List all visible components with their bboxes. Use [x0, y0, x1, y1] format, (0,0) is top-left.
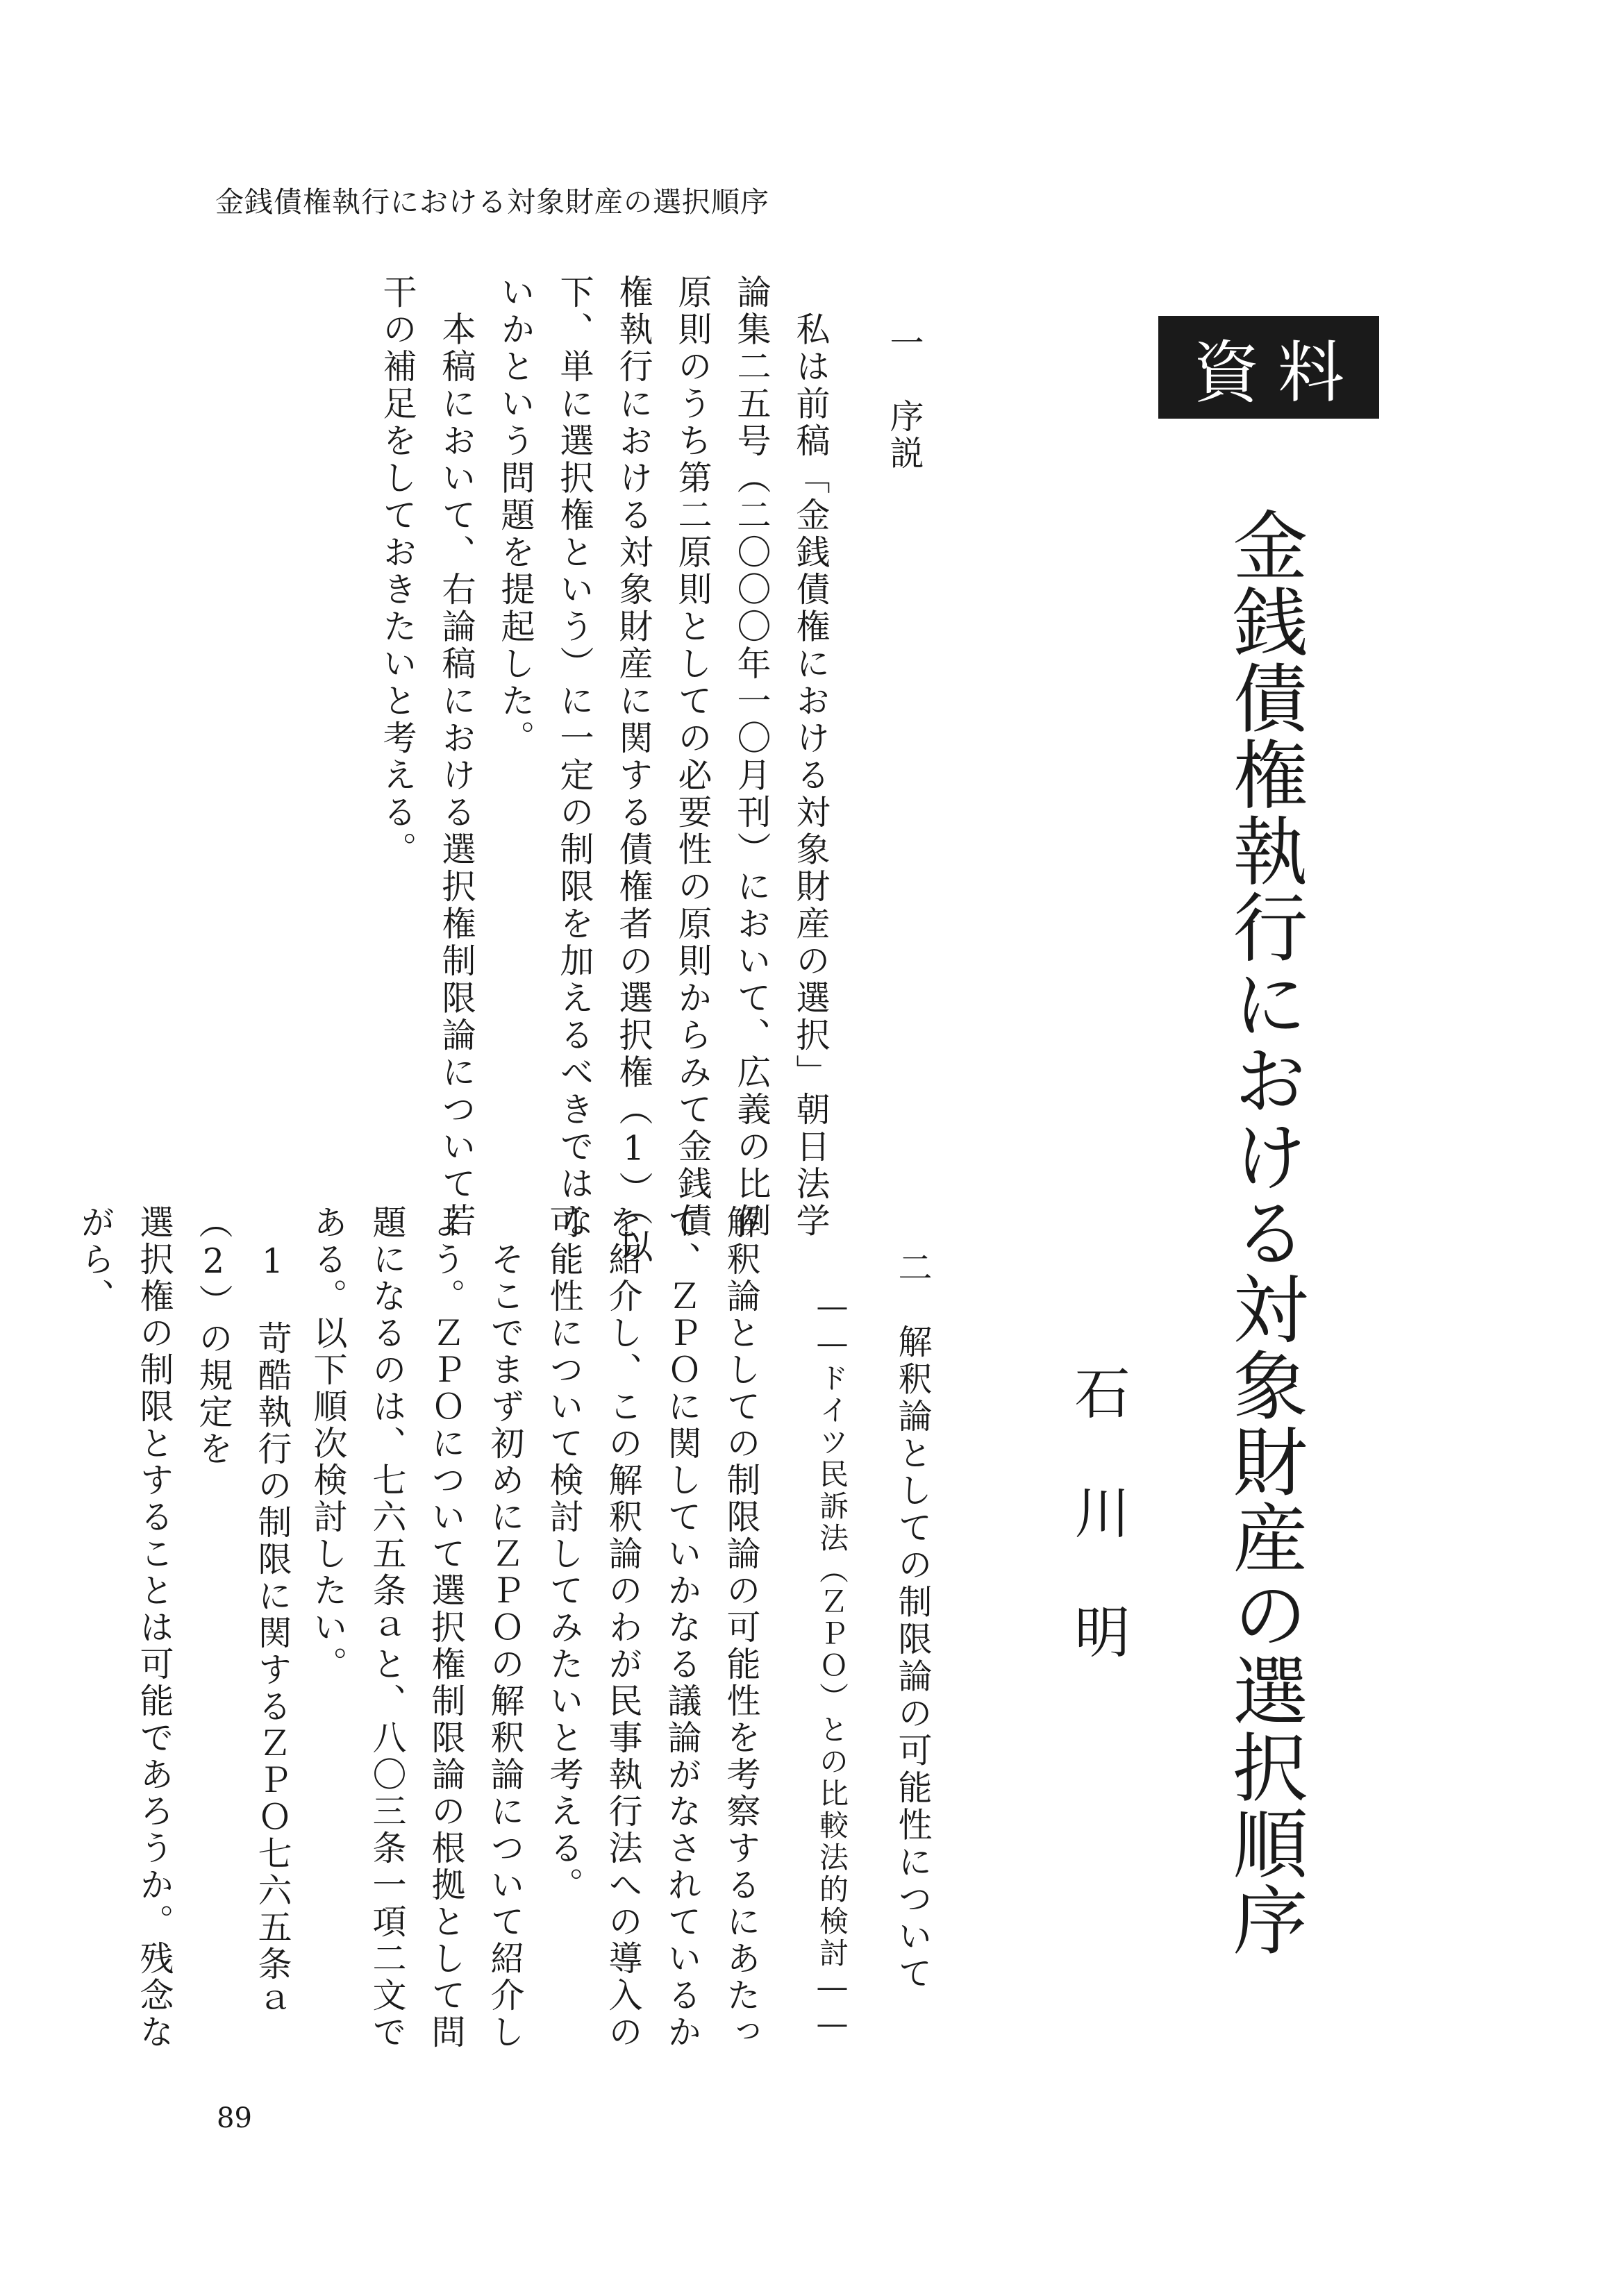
section1-heading: 一 序説 [885, 325, 924, 472]
author-name: 石川明 [1065, 1364, 1130, 1723]
running-header: 金銭債権執行における対象財産の選択順序 [215, 185, 769, 219]
section-label: 資料 [1193, 333, 1362, 412]
page-number: 89 [217, 2102, 252, 2134]
subsection1-paragraph: 選択権の制限とすることは可能であろうか。残念ながら、 [76, 1205, 174, 2051]
section-label-box [1158, 316, 1379, 419]
section2-body [271, 1205, 771, 2055]
article-title: 金銭債権執行における対象財産の選択順序 [1220, 507, 1307, 1958]
section2-subtitle: ――ドイツ民訴法（ＺＰＯ）との比較法的検討―― [815, 1289, 849, 2043]
section1-paragraph: 私は前稿「金銭債権における対象財産の選択」朝日法学論集二五号（二〇〇〇年一〇月刊）において、広義の比例原則のうち第二原則としての必要性の原則からみて金銭債権執行における対象財産に関する債権者の選択権（1）（以下、単に選択権という）に一定の制限を加えるべきではないかという問題を提起した。 [496, 274, 831, 1266]
section2-paragraph: 解釈論としての制限論の可能性を考察するにあたって、ＺＰＯに関していかなる議論がなされているかを紹介し、この解釈論のわが民事執行法への導入の可能性について検討してみたいと考える。 [544, 1205, 761, 2051]
subsection1-heading: 1 苛酷執行の制限に関するＺＰＯ七六五条ａ（2）の規定を [194, 1205, 292, 2020]
section1-paragraph: 本稿において、右論稿における選択権制限論について若干の補足をしておきたいと考える。 [378, 274, 476, 1240]
section1-body [354, 274, 840, 1274]
section2-heading: 二 解釈論としての制限論の可能性について [893, 1250, 933, 1993]
subsection1-body [76, 1205, 302, 2055]
section2-paragraph: そこでまず初めにＺＰＯの解釈論について紹介しよう。ＺＰＯについて選択権制限論の根拠として問題になるのは、七六五条ａと、八〇三条一項二文である。以下順次検討したい。 [308, 1205, 525, 2051]
